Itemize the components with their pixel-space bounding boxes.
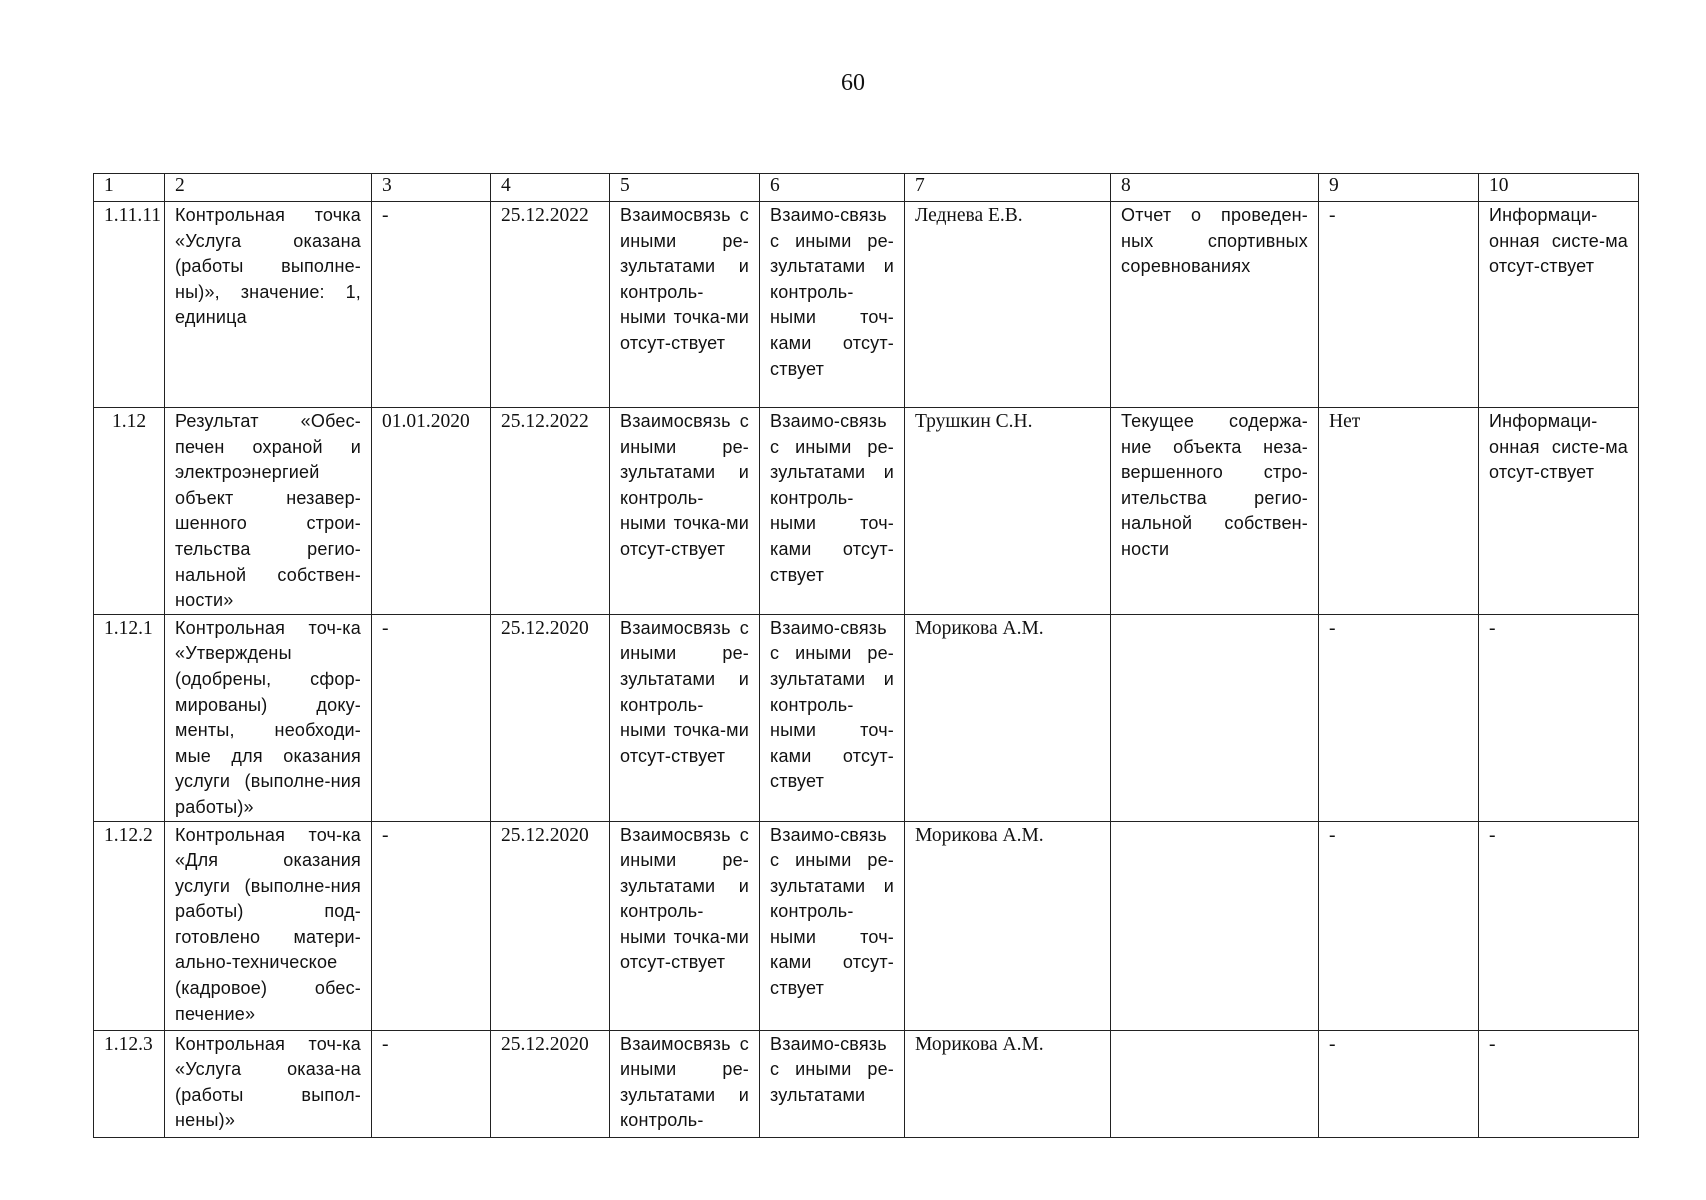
column-header: 10	[1479, 174, 1639, 202]
level-cell: -	[1319, 1030, 1479, 1137]
row-number: 1.11.11	[94, 202, 165, 408]
level-cell: -	[1319, 202, 1479, 408]
info-system-cell: -	[1479, 821, 1639, 1030]
info-system-cell: Информаци-онная систе-ма отсут-ствует	[1479, 202, 1639, 408]
row-number: 1.12.2	[94, 821, 165, 1030]
row-number: 1.12.3	[94, 1030, 165, 1137]
relation-cell: Взаимо-связь с иными ре-зультатами и контроль-ными точ-ками отсут-ствует	[760, 408, 905, 615]
relation-cell: Взаимо-связь с иными ре-зультатами	[760, 1030, 905, 1137]
relation-cell: Взаимо-связь с иными ре-зультатами и контроль-ными точ-ками отсут-ствует	[760, 202, 905, 408]
responsible-person: Трушкин С.Н.	[905, 408, 1111, 615]
document-cell: Текущее содержа-ние объекта неза-вершенного стро-ительства регио-нальной собствен-ности	[1111, 408, 1319, 615]
level-cell: -	[1319, 614, 1479, 821]
row-name: Контрольная точ-ка «Для оказания услуги (выполне-ния работы) под-готовлено матери-ально-техническое (кадровое) обес-печение»	[165, 821, 372, 1030]
control-points-table	[93, 173, 1639, 1138]
document-cell	[1111, 1030, 1319, 1137]
document-cell	[1111, 821, 1319, 1030]
relation-cell: Взаимосвязь с иными ре-зультатами и контроль-ными точка-ми отсут-ствует	[610, 821, 760, 1030]
column-header: 6	[760, 174, 905, 202]
table-row	[94, 1030, 1639, 1137]
relation-cell: Взаимосвязь с иными ре-зультатами и контроль-	[610, 1030, 760, 1137]
end-date: 25.12.2022	[491, 202, 610, 408]
row-name: Контрольная точ-ка «Услуга оказа-на (работы выпол-нены)»	[165, 1030, 372, 1137]
table-row	[94, 408, 1639, 615]
end-date: 25.12.2020	[491, 1030, 610, 1137]
row-number: 1.12.1	[94, 614, 165, 821]
responsible-person: Морикова А.М.	[905, 821, 1111, 1030]
table-row	[94, 614, 1639, 821]
document-cell: Отчет о проведен-ных спортивных соревнованиях	[1111, 202, 1319, 408]
level-cell: -	[1319, 821, 1479, 1030]
info-system-cell: Информаци-онная систе-ма отсут-ствует	[1479, 408, 1639, 615]
header-row	[94, 174, 1639, 202]
responsible-person: Морикова А.М.	[905, 614, 1111, 821]
end-date: 25.12.2020	[491, 614, 610, 821]
row-number: 1.12	[94, 408, 165, 615]
end-date: 25.12.2022	[491, 408, 610, 615]
relation-cell: Взаимосвязь с иными ре-зультатами и контроль-ными точка-ми отсут-ствует	[610, 614, 760, 821]
relation-cell: Взаимосвязь с иными ре-зультатами и контроль-ными точка-ми отсут-ствует	[610, 408, 760, 615]
column-header: 5	[610, 174, 760, 202]
row-name: Контрольная точка «Услуга оказана (работы выполне-ны)», значение: 1, единица	[165, 202, 372, 408]
table-row	[94, 202, 1639, 408]
row-name: Результат «Обес-печен охраной и электроэнергией объект незавер-шенного строи-тельства регио-нальной собствен-ности»	[165, 408, 372, 615]
relation-cell: Взаимосвязь с иными ре-зультатами и контроль-ными точка-ми отсут-ствует	[610, 202, 760, 408]
column-header: 7	[905, 174, 1111, 202]
table-row	[94, 821, 1639, 1030]
column-header: 8	[1111, 174, 1319, 202]
row-name: Контрольная точ-ка «Утверждены (одобрены, сфор-мированы) доку-менты, необходи-мые для оказания услуги (выполне-ния работы)»	[165, 614, 372, 821]
column-header: 4	[491, 174, 610, 202]
start-date: -	[372, 202, 491, 408]
relation-cell: Взаимо-связь с иными ре-зультатами и контроль-ными точ-ками отсут-ствует	[760, 821, 905, 1030]
column-header: 1	[94, 174, 165, 202]
info-system-cell: -	[1479, 614, 1639, 821]
start-date: -	[372, 821, 491, 1030]
responsible-person: Леднева Е.В.	[905, 202, 1111, 408]
start-date: -	[372, 1030, 491, 1137]
column-header: 3	[372, 174, 491, 202]
responsible-person: Морикова А.М.	[905, 1030, 1111, 1137]
end-date: 25.12.2020	[491, 821, 610, 1030]
start-date: 01.01.2020	[372, 408, 491, 615]
relation-cell: Взаимо-связь с иными ре-зультатами и контроль-ными точ-ками отсут-ствует	[760, 614, 905, 821]
column-header: 2	[165, 174, 372, 202]
level-cell: Нет	[1319, 408, 1479, 615]
document-cell	[1111, 614, 1319, 821]
start-date: -	[372, 614, 491, 821]
info-system-cell: -	[1479, 1030, 1639, 1137]
page-number: 60	[841, 70, 865, 96]
column-header: 9	[1319, 174, 1479, 202]
